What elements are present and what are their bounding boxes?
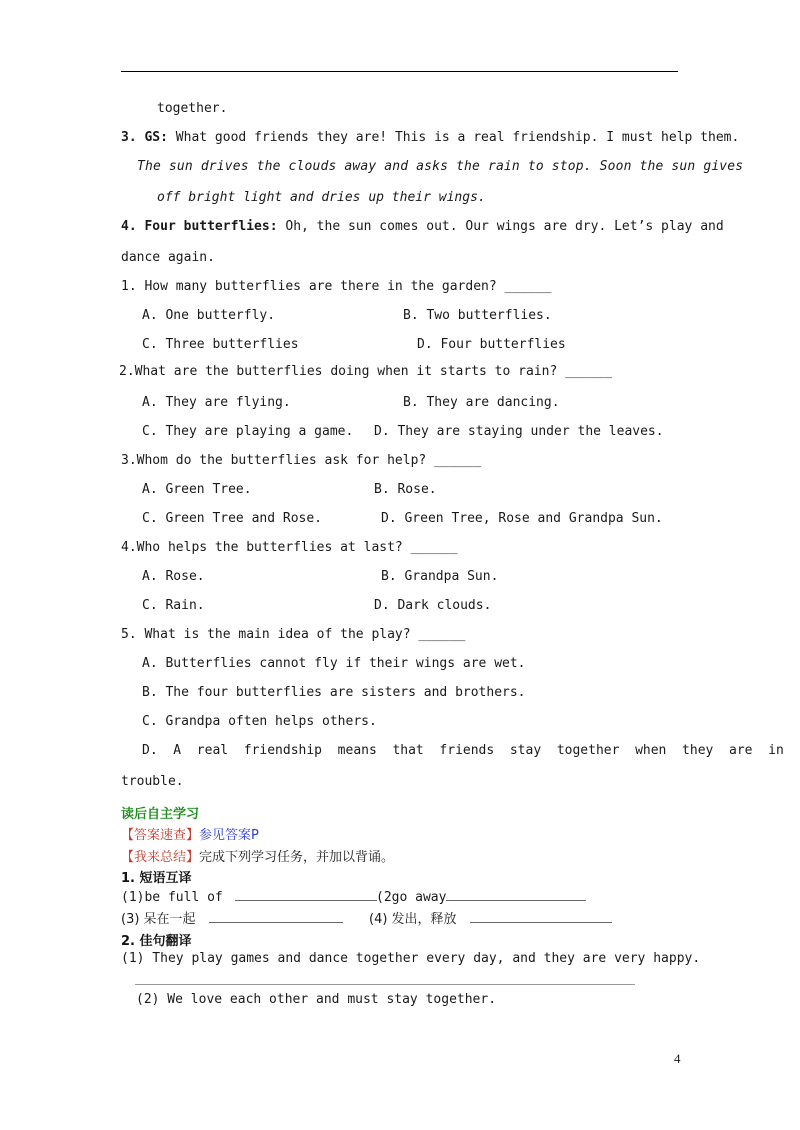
question-5: 5. What is the main idea of the play? ______ <box>121 627 466 642</box>
option-5d-cont: trouble. <box>121 774 184 789</box>
option-3a: A. Green Tree. <box>142 482 252 497</box>
option-3d: D. Green Tree, Rose and Grandpa Sun. <box>381 511 663 526</box>
stage-direction-1: The sun drives the clouds away and asks the rain to stop. Soon the sun gives <box>137 159 744 174</box>
phrase-3 <box>121 908 343 927</box>
dialogue-line-4-cont: dance again. <box>121 250 215 265</box>
option-4a: A. Rose. <box>142 569 205 584</box>
dialogue-line-4 <box>121 219 724 234</box>
phrase-3-label: (3) 呆在一起 <box>121 912 196 927</box>
phrase-1-label: (1)be full of <box>121 890 223 905</box>
option-4b: B. Grandpa Sun. <box>381 569 499 584</box>
speaker-four-butterflies: 4. Four butterflies: <box>121 219 278 234</box>
answer-line <box>121 824 259 843</box>
sentence-1: (1) They play games and dance together every day, and they are very happy. <box>121 951 701 966</box>
speaker-text: Oh, the sun comes out. Our wings are dry. Let’s play and <box>285 219 724 234</box>
dialogue-line-3 <box>121 130 739 145</box>
phrase-4-label: (4) 发出，释放 <box>369 912 457 927</box>
option-2c: C. They are playing a game. <box>142 424 354 439</box>
header-rule <box>121 71 678 72</box>
section-heading: 读后自主学习 <box>121 807 200 822</box>
option-1c: C. Three butterflies <box>142 337 299 352</box>
dialogue-line-1: together. <box>157 101 228 116</box>
blank-3[interactable] <box>209 910 343 923</box>
option-5d: D. A real friendship means that friends stay together when they are in <box>142 743 784 758</box>
question-1: 1. How many butterflies are there in the garden? ______ <box>121 279 552 294</box>
blank-2[interactable] <box>446 888 586 901</box>
option-1d: D. Four butterflies <box>417 337 566 352</box>
question-2: 2.What are the butterflies doing when it starts to rain? ______ <box>119 364 613 379</box>
blank-4[interactable] <box>470 910 612 923</box>
stage-direction-2: off bright light and dries up their wings. <box>157 190 486 205</box>
option-1a: A. One butterfly. <box>142 308 276 323</box>
phrase-2-label: (2go away <box>376 890 447 905</box>
speaker-text: What good friends they are! This is a real friendship. I must help them. <box>175 130 740 145</box>
phrase-4 <box>369 908 612 927</box>
option-3c: C. Green Tree and Rose. <box>142 511 323 526</box>
summary-line <box>121 846 394 865</box>
answer-bracket: 【答案速查】 <box>121 828 200 843</box>
option-2d: D. They are staying under the leaves. <box>374 424 664 439</box>
part-1-title: 1. 短语互译 <box>121 871 192 886</box>
page-number: 4 <box>674 1051 681 1066</box>
phrase-2 <box>376 888 586 905</box>
option-3b: B. Rose. <box>374 482 437 497</box>
option-2b: B. They are dancing. <box>403 395 560 410</box>
option-5c: C. Grandpa often helps others. <box>142 714 377 729</box>
question-4: 4.Who helps the butterflies at last? ______ <box>121 540 458 555</box>
blank-1[interactable] <box>235 888 377 901</box>
option-1b: B. Two butterflies. <box>403 308 552 323</box>
speaker-gs: 3. GS: <box>121 130 168 145</box>
phrase-1 <box>121 888 377 905</box>
option-4c: C. Rain. <box>142 598 205 613</box>
sentence-2: (2) We love each other and must stay together. <box>136 992 497 1007</box>
answer-link[interactable]: 参见答案P <box>199 828 259 843</box>
part-2-title: 2. 佳句翻译 <box>121 934 192 949</box>
summary-bracket: 【我来总结】 <box>121 850 200 865</box>
summary-text: 完成下列学习任务，并加以背诵。 <box>199 850 395 865</box>
option-2a: A. They are flying. <box>142 395 291 410</box>
option-4d: D. Dark clouds. <box>374 598 492 613</box>
answer-line-rule[interactable] <box>135 984 635 985</box>
question-3: 3.Whom do the butterflies ask for help? ______ <box>121 453 482 468</box>
option-5b: B. The four butterflies are sisters and brothers. <box>142 685 526 700</box>
option-5a: A. Butterflies cannot fly if their wings are wet. <box>142 656 526 671</box>
